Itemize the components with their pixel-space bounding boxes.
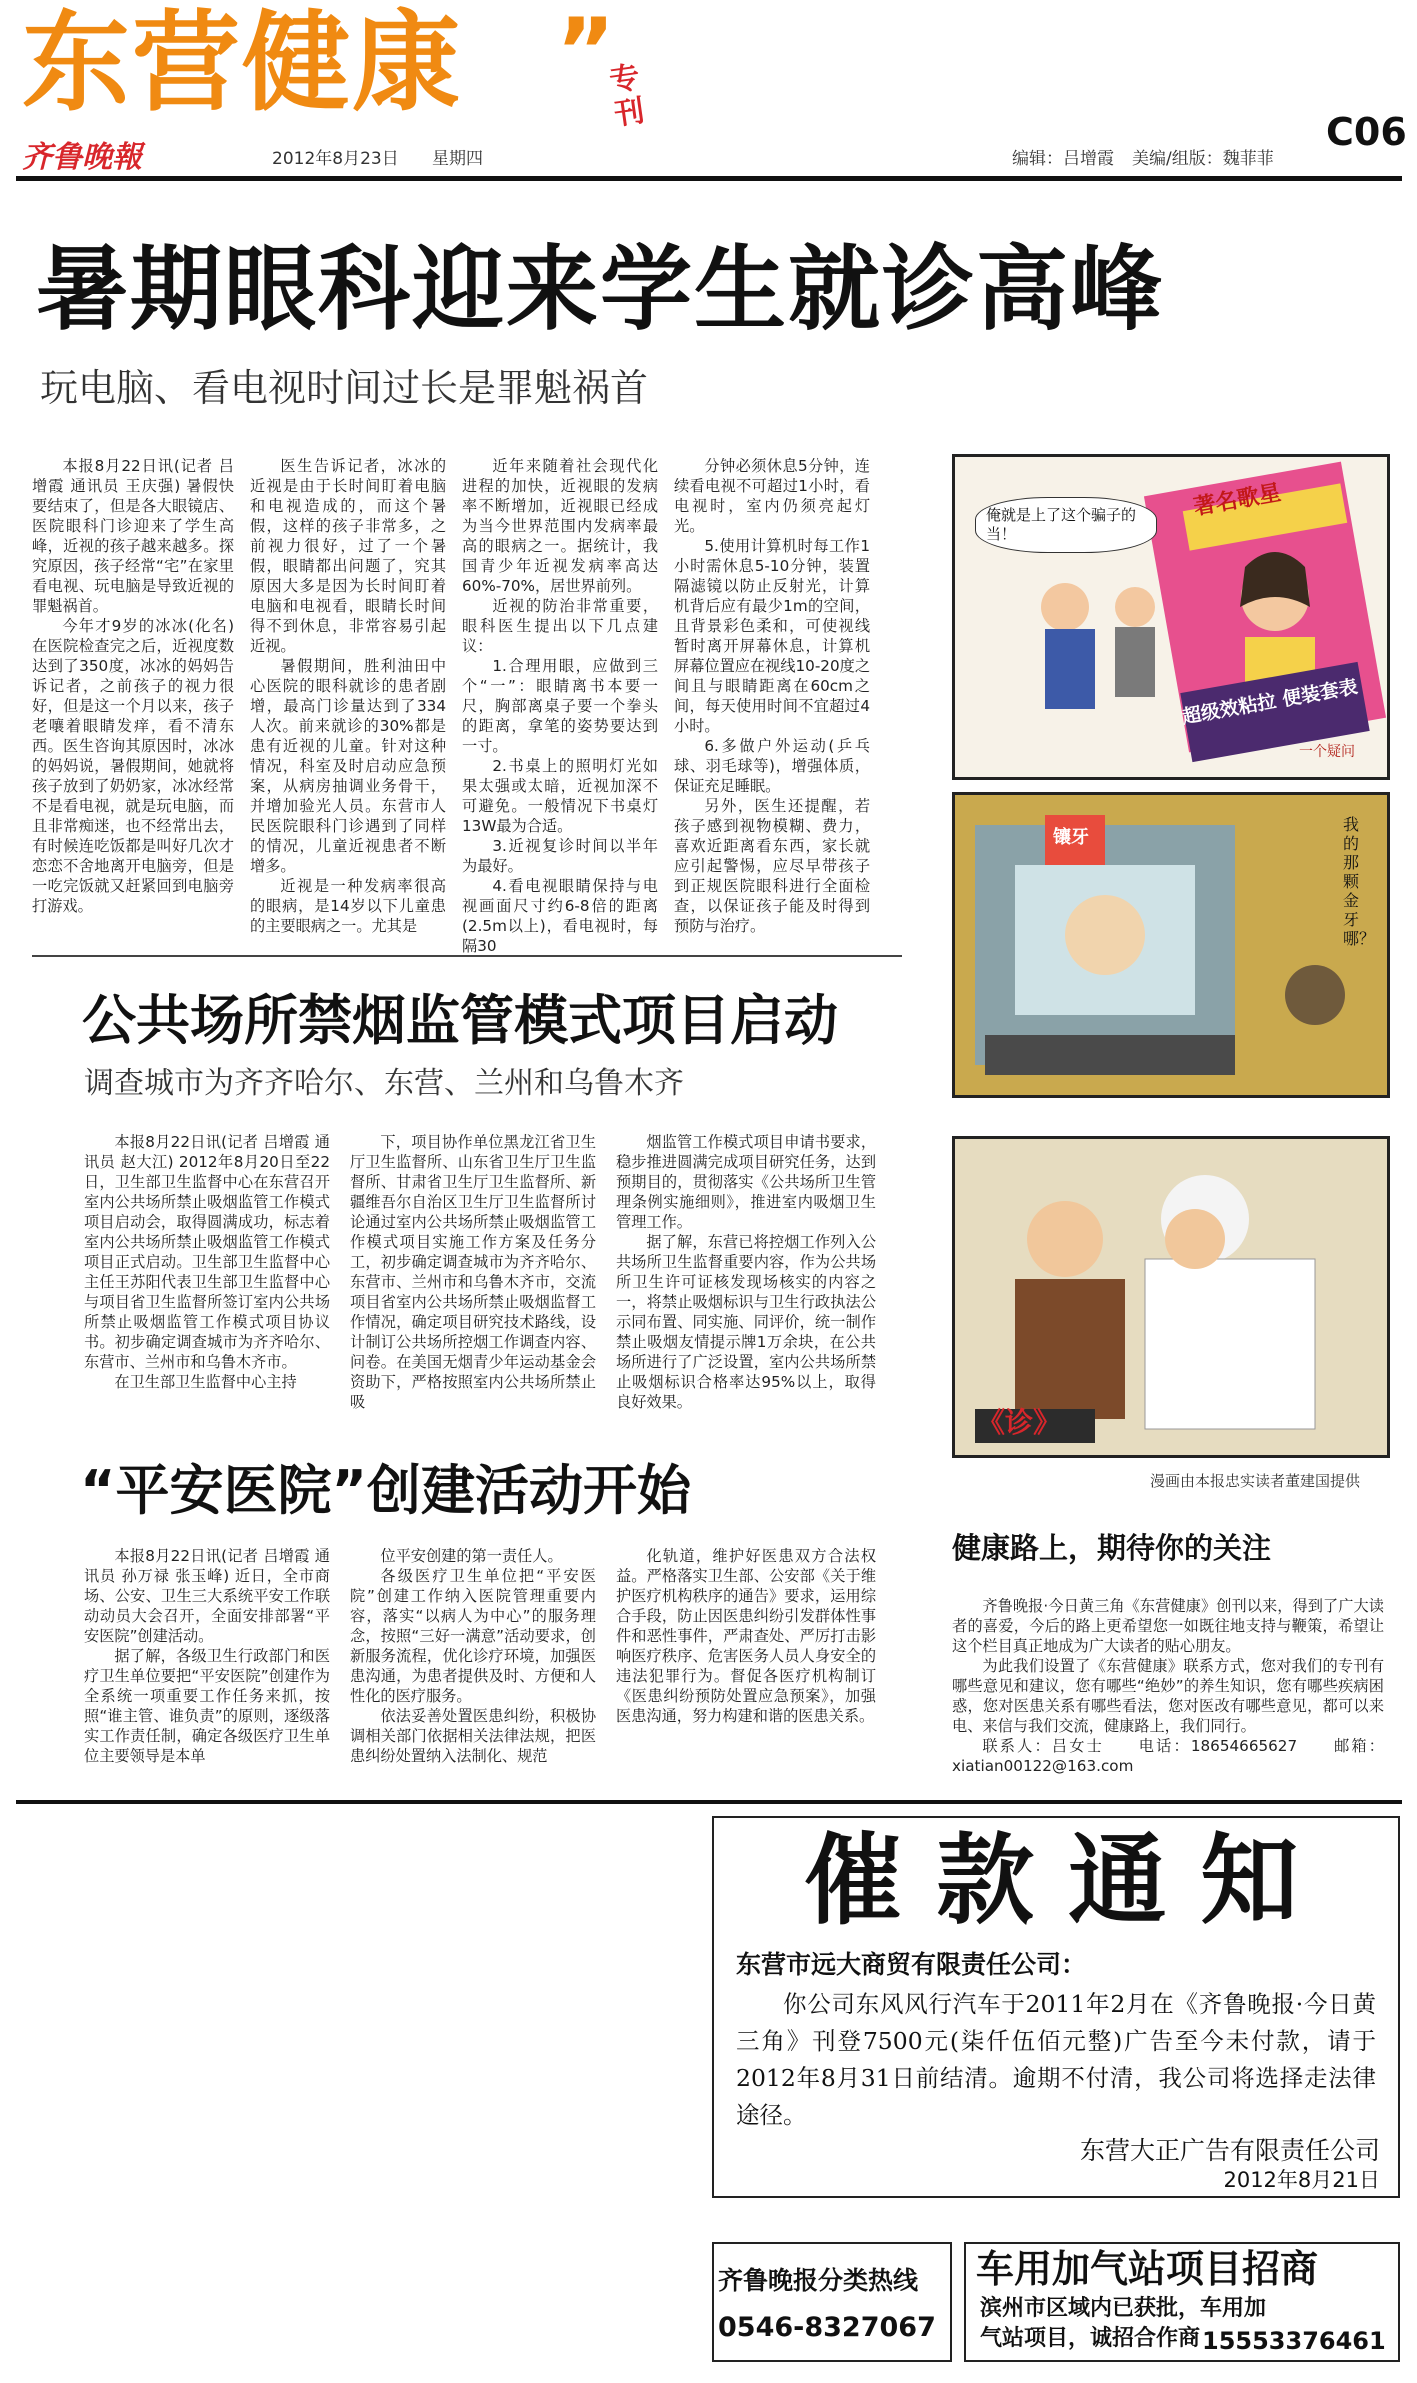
article3-col3 [616, 1546, 876, 1726]
section-title: 东营健康 [22, 1, 463, 126]
cartoon-diagnosis [952, 1136, 1390, 1458]
quote-mark: ” [556, 0, 616, 104]
article2-subhead: 调查城市为齐齐哈尔、东营、兰州和乌鲁木齐 [84, 1066, 684, 1101]
editor-credit: 编辑：吕增霞 [1012, 149, 1114, 169]
cartoon1-speech: 俺就是上了这个骗子的当！ [975, 497, 1157, 553]
article2-col2 [350, 1132, 596, 1412]
paragraph: 各级医疗卫生单位把“平安医院”创建工作纳入医院管理重要内容，落实“以病人为中心”的服务理念，按照“三好一满意”活动要求，创新服务流程，优化诊疗环境，加强医患沟通，为患者提供及时、方便和人性化的医疗服务。 [350, 1567, 596, 1705]
ad-hotline-label: 齐鲁晚报分类热线 [718, 2266, 919, 2295]
illustration-credit: 漫画由本报忠实读者董建国提供 [1150, 1472, 1361, 1490]
paragraph: 6.多做户外运动(乒乓球、羽毛球等)，增强体质，保证充足睡眠。 [674, 737, 870, 795]
paragraph: 另外，医生还提醒，若孩子感到视物模糊、费力，喜欢近距离看东西，家长就应引起警惕，应尽早带孩子到正规医院眼科进行全面检查，以保证孩子能及时得到预防与治疗。 [674, 797, 870, 935]
ad-gas-body: 滨州市区域内已获批，车用加气站项目，诚招合作商 [980, 2296, 1267, 2351]
section-rule [16, 1800, 1402, 1804]
cartoon1-corner-text: 一个疑问 [1299, 744, 1355, 760]
paper-name: 齐鲁晚報 [22, 140, 142, 175]
cartoon-fraud-singer [952, 454, 1390, 780]
article3-col2 [350, 1546, 596, 1766]
divider [32, 955, 902, 957]
article1-col3 [462, 456, 658, 956]
paragraph: 今年才9岁的冰冰(化名)在医院检查完之后，近视度数达到了350度，冰冰的妈妈告诉记者，之前孩子的视力很好，但是这一个月以来，孩子老嚷着眼睛发痒，看不清东西。医生咨询其原因时，冰冰的妈妈说，暑假期间，她就将孩子放到了奶奶家，冰冰经常不是看电视，就是玩电脑，而且非常痴迷，也不经常出去，有时候连吃饭都是叫好几次才恋恋不舍地离开电脑旁，但是一吃完饭就又赶紧回到电脑旁打游戏。 [32, 617, 234, 915]
article3-col1 [84, 1546, 330, 1766]
paragraph: 3.近视复诊时间以半年为最好。 [462, 837, 658, 875]
ad-hotline-phone: 0546-8327067 [718, 2312, 936, 2343]
paragraph: 烟监管工作模式项目申请书要求，稳步推进圆满完成项目研究任务，达到预期目的，贯彻落实《公共场所卫生管理条例实施细则》，推进室内吸烟卫生管理工作。 [616, 1133, 876, 1231]
ad-hotline [712, 2242, 952, 2362]
paragraph: 本报8月22日讯(记者 吕增霞 通讯员 王庆强) 暑假快要结束了，但是各大眼镜店、医院眼科门诊迎来了学生高峰，近视的孩子越来越多。探究原因，孩子经常“宅”在家里看电视、玩电脑是导致近视的罪魁祸首。 [32, 457, 234, 615]
special-badge: 专刊 [607, 59, 647, 133]
paragraph: 4.看电视眼睛保持与电视画面尺寸约6-8倍的距离(2.5m以上)，看电视时，每隔30 [462, 877, 658, 955]
ad-gas-station [964, 2242, 1400, 2362]
ad-collection-signature: 东营大正广告有限责任公司 [1079, 2136, 1380, 2165]
paragraph: 分钟必须休息5分钟，连续看电视不可超过1小时，看电视时，室内仍须亮起灯光。 [674, 457, 870, 535]
paragraph: 在卫生部卫生监督中心主持 [114, 1373, 297, 1391]
ad-collection-title: 催 款 通 知 [804, 1823, 1299, 1938]
ad-collection-body: 你公司东风风行汽车于2011年2月在《齐鲁晚报·今日黄三角》刊登7500元(柒仟伍佰元整)广告至今未付款，请于2012年8月31日前结清。逾期不付清，我公司将选择走法律途径。 [736, 1990, 1376, 2129]
paragraph: 近年来随着社会现代化进程的加快，近视眼的发病率不断增加，近视眼已经成为当今世界范围内发病率最高的眼病之一。据统计，我国青少年近视发病率高达60%-70%，居世界前列。 [462, 457, 658, 595]
cartoon-gold-tooth [952, 792, 1390, 1098]
article3-headline: “平安医院”创建活动开始 [80, 1459, 691, 1522]
article2-col1 [84, 1132, 330, 1392]
notice-body [952, 1596, 1384, 1776]
article2-headline: 公共场所禁烟监管模式项目启动 [82, 989, 838, 1052]
paragraph: 位平安创建的第一责任人。 [380, 1547, 563, 1565]
cartoon2-drawing [955, 795, 1387, 1095]
article1-headline: 暑期眼科迎来学生就诊高峰 [36, 236, 1165, 343]
paragraph: 下，项目协作单位黑龙江省卫生厅卫生监督所、山东省卫生厅卫生监督所、甘肃省卫生厅卫生监督所、新疆维吾尔自治区卫生厅卫生监督所讨论通过室内公共场所禁止吸烟监管工作模式项目实施工作方案及任务分工，初步确定调查城市为齐齐哈尔、东营市、兰州市和乌鲁木齐市，交流项目省室内公共场所禁止吸烟监督工作情况，确定项目研究技术路线，设计制订公共场所控烟工作调查内容、问卷。在美国无烟青少年运动基金会资助下，严格按照室内公共场所禁止吸 [350, 1133, 596, 1411]
article1-col2 [250, 456, 446, 936]
paragraph: 暑假期间，胜利油田中心医院的眼科就诊的患者剧增，最高门诊量达到了334人次。前来就诊的30%都是患有近视的儿童。针对这种情况，科室及时启动应急预案，从病房抽调业务骨干，并增加验光人员。东营市人民医院眼科门诊遇到了同样的情况，儿童近视患者不断增多。 [250, 657, 446, 875]
cartoon1-sign-text: 著名歌星 [1191, 480, 1283, 521]
notice-contact: 联系人：吕女士 电话：18654665627 邮箱：xiatian00122@163.com [952, 1737, 1384, 1775]
paragraph: 1.合理用眼，应做到三个“一”：眼睛离书本要一尺，胸部离桌子要一个拳头的距离，拿笔的姿势要达到一寸。 [462, 657, 658, 755]
paragraph: 依法妥善处置医患纠纷，积极协调相关部门依据相关法律法规，把医患纠纷处置纳入法制化、规范 [350, 1707, 596, 1765]
masthead-rule [16, 176, 1402, 181]
paragraph: 近视是一种发病率很高的眼病，是14岁以下儿童患的主要眼病之一。尤其是 [250, 877, 446, 935]
article1-col1 [32, 456, 234, 916]
ad-gas-title: 车用加气站项目招商 [976, 2247, 1319, 2291]
paragraph: 医生告诉记者，冰冰的近视是由于长时间盯着电脑和电视造成的，而这个暑假，这样的孩子非常多，之前视力很好，过了一个暑假，眼睛都出问题了，究其原因大多是因为长时间盯着电脑和电视看，眼睛长时间得不到休息，非常容易引起近视。 [250, 457, 446, 655]
paragraph: 5.使用计算机时每工作1小时需休息5-10分钟，装置隔滤镜以防止反射光，计算机背后应有最少1m的空间，且背景彩色柔和，可使视线暂时离开屏幕休息，计算机屏幕位置应在视线10-20度之间且与眼睛距离在60cm之间，每天使用时间不宜超过4小时。 [674, 537, 871, 735]
paragraph: 据了解，东营已将控烟工作列入公共场所卫生监督重要内容，作为公共场所卫生许可证核发现场核实的内容之一，将禁止吸烟标识与卫生行政执法公示同布置、同实施、同评价，统一制作禁止吸烟友情提示牌1万余块，在公共场所进行了广泛设置，室内公共场所禁止吸烟标识合格率达95%以上，取得良好效果。 [616, 1233, 876, 1411]
paragraph: 近视的防治非常重要，眼科医生提出以下几点建议： [462, 597, 658, 655]
paragraph: 据了解，各级卫生行政部门和医疗卫生单位要把“平安医院”创建作为全系统一项重要工作任务来抓，按照“谁主管、谁负责”的原则，逐级落实工作责任制，确定各级医疗卫生单位主要领导是本单 [84, 1647, 330, 1765]
paragraph: 为此我们设置了《东营健康》联系方式，您对我们的专刊有哪些意见和建议，您有哪些“绝妙”的养生知识，您有哪些疾病困惑，您对医患关系有哪些看法，您对医改有哪些意见，都可以来电、来信与我们交流，健康路上，我们同行。 [952, 1657, 1384, 1735]
ad-gas-phone: 15553376461 [1202, 2327, 1386, 2355]
page-number: C06 [1326, 110, 1407, 154]
article2-col3 [616, 1132, 876, 1412]
designer-credit: 美编/组版：魏菲菲 [1132, 149, 1274, 169]
issue-weekday: 星期四 [432, 149, 483, 169]
ad-collection-notice [712, 1816, 1400, 2198]
notice-title: 健康路上，期待你的关注 [952, 1531, 1272, 1565]
issue-date: 2012年8月23日 [272, 149, 399, 169]
article1-subhead: 玩电脑、看电视时间过长是罪魁祸首 [40, 366, 649, 410]
ad-collection-recipient: 东营市远大商贸有限责任公司： [736, 1950, 1087, 1979]
ad-collection-date: 2012年8月21日 [1223, 2168, 1380, 2192]
article1-col4 [674, 456, 870, 936]
paragraph: 化轨道，维护好医患双方合法权益。严格落实卫生部、公安部《关于维护医疗机构秩序的通告》要求，运用综合手段，防止因医患纠纷引发群体性事件和恶性事件，严肃查处、严厉打击影响医疗秩序、危害医务人员人身安全的违法犯罪行为。督促各医疗机构制订《医患纠纷预防处置应急预案》，加强医患沟通，努力构建和谐的医患关系。 [616, 1547, 876, 1725]
paragraph: 本报8月22日讯(记者 吕增霞 通讯员 孙万禄 张玉峰) 近日，全市商场、公安、卫生三大系统平安工作联动动员大会召开，全面安排部署“平安医院”创建活动。 [84, 1547, 330, 1645]
cartoon3-label: 《诊》 [977, 1406, 1062, 1439]
cartoon1-sign2-text: 超级效粘拉 便装套表 [1180, 675, 1360, 729]
paragraph: 齐鲁晚报·今日黄三角《东营健康》创刊以来，得到了广大读者的喜爱，今后的路上更希望您一如既往地支持与鞭策，希望让这个栏目真正地成为广大读者的贴心朋友。 [952, 1597, 1384, 1655]
cartoon2-sign: 镶牙 [1053, 827, 1089, 848]
paragraph: 2.书桌上的照明灯光如果太强或太暗，近视加深不可避免。一般情况下书桌灯13W最为合适。 [462, 757, 658, 835]
cartoon2-speech: 我的那颗金牙哪？ [1343, 815, 1376, 948]
paragraph: 本报8月22日讯(记者 吕增霞 通讯员 赵大江) 2012年8月20日至22日，卫生部卫生监督中心在东营召开室内公共场所禁止吸烟监管工作模式项目启动会，取得圆满成功，标志着室内公共场所禁止吸烟监管工作模式项目正式启动。卫生部卫生监督中心主任王苏阳代表卫生部卫生监督中心与项目省卫生监督所签订室内公共场所禁止吸烟监管工作模式项目协议书。初步确定调查城市为齐齐哈尔、东营市、兰州市和乌鲁木齐市。 [84, 1133, 330, 1371]
